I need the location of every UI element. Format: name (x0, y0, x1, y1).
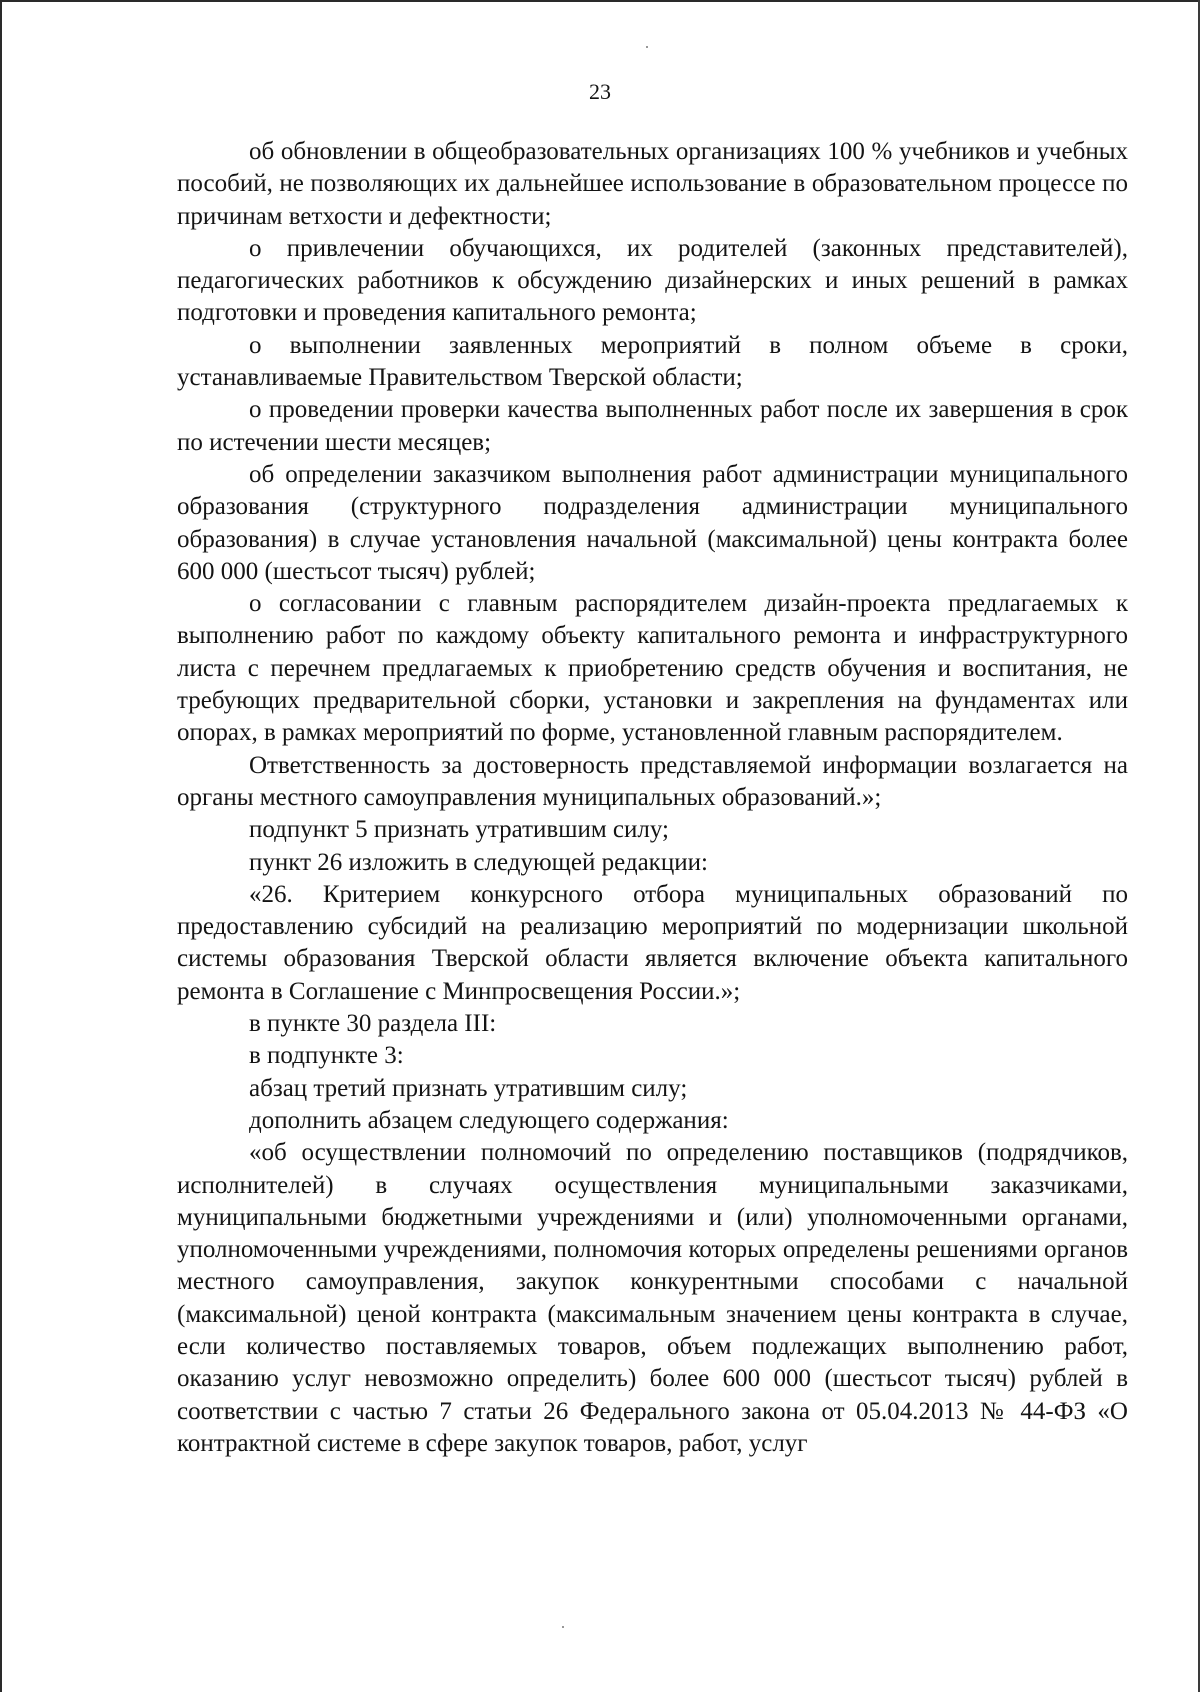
paragraph: о привлечении обучающихся, их родителей (законных представителей), педагогических работников к обсуждению дизайнерских и иных решений в рамках подготовки и проведения капитального ремонта; (177, 234, 1128, 327)
paragraph: об обновлении в общеобразовательных организациях 100 % учебников и учебных пособий, не позволяющих их дальнейшее использование в образовательном процессе по причинам ветхости и дефектности; (177, 138, 1128, 230)
paragraph: в пункте 30 раздела III: (249, 1010, 497, 1038)
scan-edge-top (0, 0, 1200, 2)
document-body (177, 136, 1128, 1460)
page-number: 23 (589, 79, 611, 104)
paragraph: о выполнении заявленных мероприятий в полном объеме в сроки, устанавливаемые Правительством Тверской области; (177, 331, 1128, 392)
paragraph: в подпункте 3: (249, 1042, 404, 1070)
paragraph: подпункт 5 признать утратившим силу; (249, 816, 669, 844)
scan-speck (562, 1626, 564, 1628)
paragraph: об определении заказчиком выполнения работ администрации муниципального образования (структурного подразделения администрации муниципального образования) в случае установления начальной (максимальной) цены контракта более 600 000 (шестьсот тысяч) рублей; (177, 460, 1128, 585)
paragraph: «об осуществлении полномочий по определению поставщиков (подрядчиков, исполнителей) в случаях осуществления муниципальными заказчиками, муниципальными бюджетными учреждениями и (или) уполномоченными органами, уполномоченными учреждениями, полномочия которых определены решениями органов местного самоуправления, закупок конкурентными способами с начальной (максимальной) ценой контракта (максимальным значением цены контракта в случае, если количество поставляемых товаров, объем подлежащих выполнению работ, оказанию услуг невозможно определить) более 600 000 (шестьсот тысяч) рублей в соответствии с частью 7 статьи 26 Федерального закона от 05.04.2013 № 44-ФЗ «О контрактной системе в сфере закупок товаров, работ, услуг (177, 1139, 1128, 1457)
paragraph: о проведении проверки качества выполненных работ после их завершения в срок по истечении шести месяцев; (177, 396, 1128, 456)
scan-edge-left (0, 0, 2, 1692)
paragraph: абзац третий признать утратившим силу; (249, 1074, 688, 1102)
paragraph: «26. Критерием конкурсного отбора муниципальных образований по предоставлению субсидий на реализацию мероприятий по модернизации школьной системы образования Тверской области является включение объекта капитального ремонта в Соглашение с Минпросвещения России.»; (177, 880, 1128, 1005)
paragraph: Ответственность за достоверность представляемой информации возлагается на органы местного самоуправления муниципальных образований.»; (177, 751, 1128, 811)
scan-speck (646, 46, 648, 48)
paragraph: о согласовании с главным распорядителем дизайн-проекта предлагаемых к выполнению работ по каждому объекту капитального ремонта и инфраструктурного листа с перечнем предлагаемых к приобретению средств обучения и воспитания, не требующих предварительной сборки, установки и закрепления на фундаментах или опорах, в рамках мероприятий по форме, установленной главным распорядителем. (177, 590, 1128, 747)
paragraph: дополнить абзацем следующего содержания: (249, 1106, 729, 1134)
paragraph: пункт 26 изложить в следующей редакции: (249, 848, 708, 876)
